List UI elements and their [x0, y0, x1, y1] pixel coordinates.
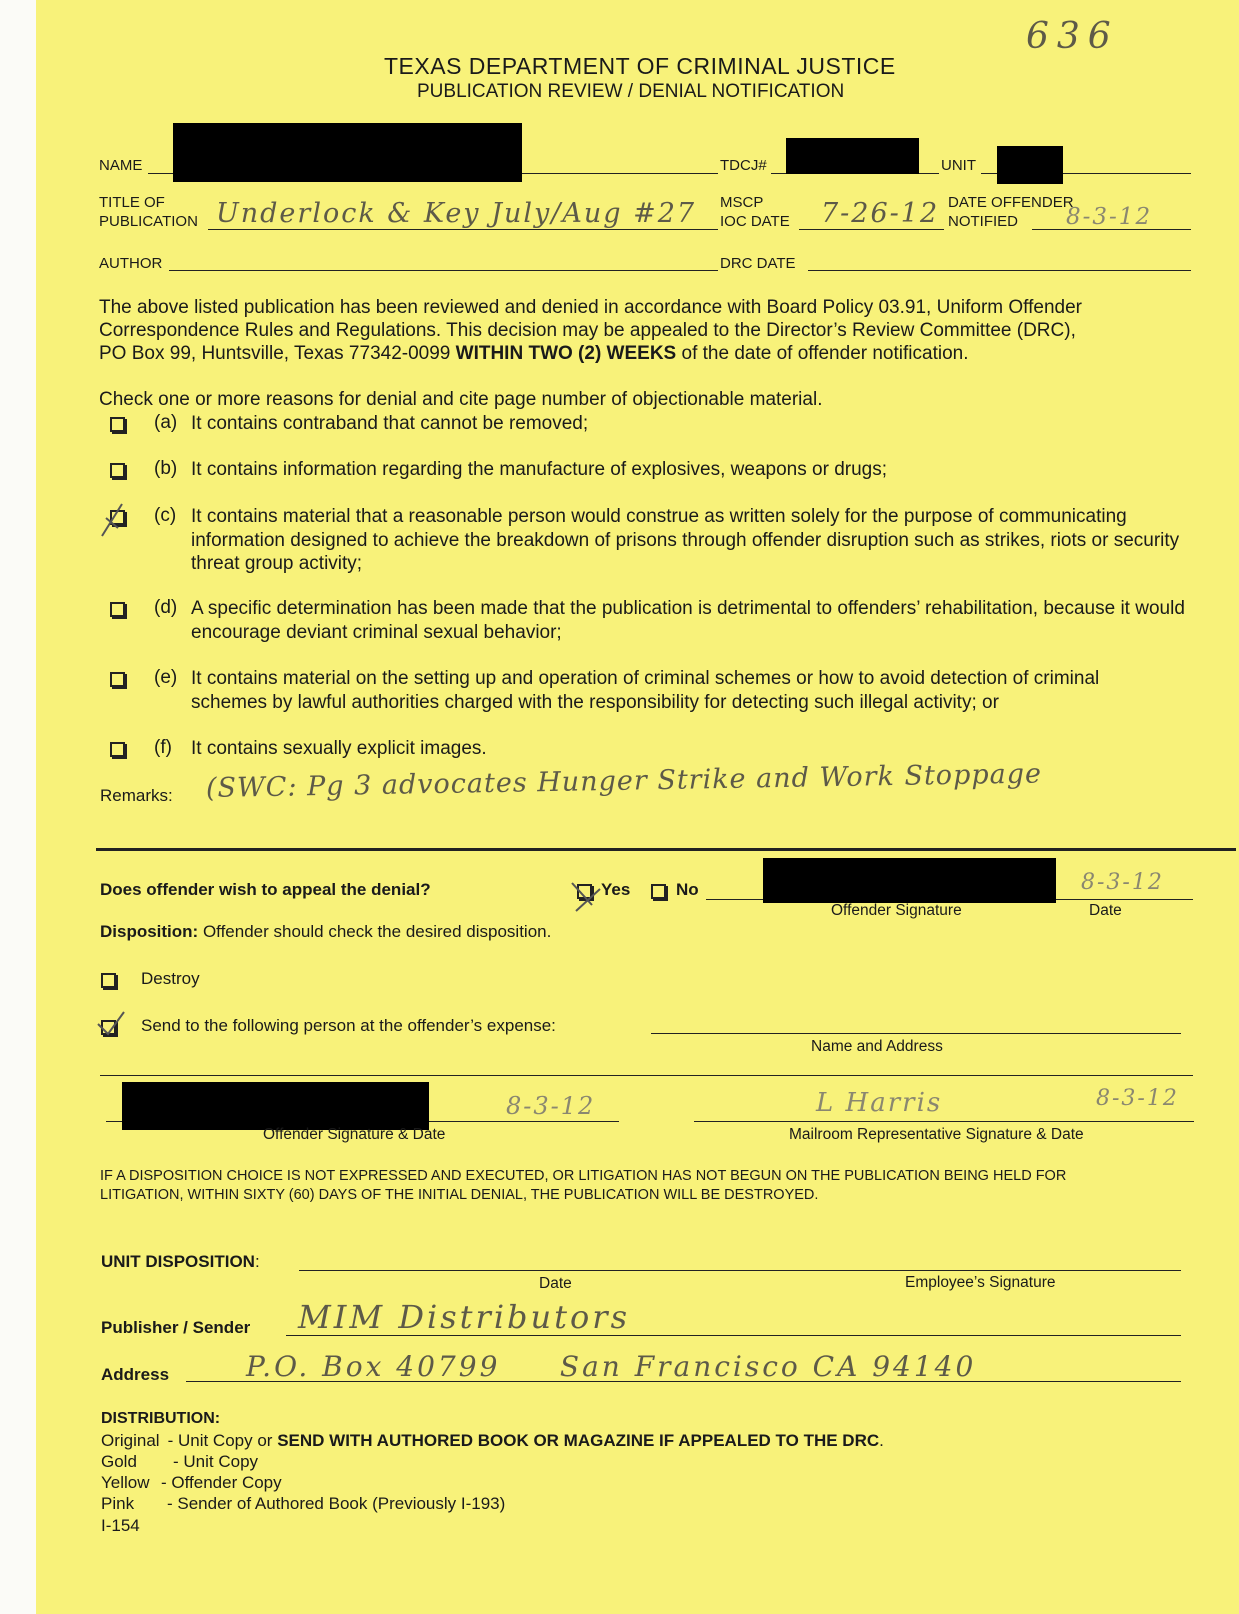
appeal-date-caption: Date — [1089, 902, 1122, 919]
reasons-instruction: Check one or more reasons for denial and cite page number of objectionable material. — [99, 389, 823, 410]
unit-label: UNIT — [941, 157, 976, 174]
offender-signature-redaction — [763, 858, 1056, 903]
reason-c-check-mark — [98, 500, 128, 540]
form-title: TEXAS DEPARTMENT OF CRIMINAL JUSTICE — [384, 53, 896, 79]
distribution-yellow — [101, 1473, 282, 1493]
unit-disposition-label — [101, 1252, 260, 1272]
publisher-value: MIM Distributors — [298, 1298, 630, 1336]
author-label: AUTHOR — [99, 255, 163, 272]
appeal-no-checkbox[interactable] — [651, 884, 666, 899]
intro-line-1: The above listed publication has been reviewed and denied in accordance with Board Policy 03.91, Uniform Offender — [99, 297, 1082, 318]
name-address-caption: Name and Address — [811, 1038, 943, 1055]
notified-label-line2: NOTIFIED — [948, 213, 1018, 230]
notice-line-1: IF A DISPOSITION CHOICE IS NOT EXPRESSED AND EXECUTED, OR LITIGATION HAS NOT BEGUN ON THE PUBLICATION BEING HELD FOR — [100, 1168, 1067, 1184]
appeal-deadline: WITHIN TWO (2) WEEKS — [455, 343, 677, 364]
intro-line-2: Correspondence Rules and Regulations. This decision may be appealed to the Director’s Review Committee (DRC), — [99, 320, 1076, 341]
offender-sig-date-caption: Offender Signature & Date — [263, 1126, 446, 1143]
mscp-label-line1: MSCP — [720, 194, 764, 211]
mailroom-signature-value: L Harris — [816, 1088, 943, 1118]
unit-disposition-title: UNIT DISPOSITION — [101, 1252, 255, 1271]
distribution-heading: DISTRIBUTION: — [101, 1410, 221, 1427]
notice-line-2: LITIGATION, WITHIN SIXTY (60) DAYS OF THE INITIAL DENIAL, THE PUBLICATION WILL BE DESTROYED. — [100, 1187, 819, 1203]
appeal-question: Does offender wish to appeal the denial? — [100, 880, 431, 899]
distribution-original — [101, 1431, 884, 1451]
reason-f-text: It contains sexually explicit images. — [191, 738, 487, 759]
destruction-notice — [100, 1167, 1066, 1205]
name-redaction — [173, 123, 522, 182]
mscp-line — [799, 229, 944, 230]
notified-date-value: 8-3-12 — [1066, 204, 1153, 230]
remarks-label: Remarks: — [100, 786, 173, 805]
disposition-instruction: Offender should check the desired disposition. — [198, 922, 552, 941]
disposition-label: Disposition: — [100, 922, 199, 941]
mscp-label — [720, 193, 790, 231]
mailroom-date-value: 8-3-12 — [1096, 1086, 1179, 1111]
handwritten-form-number: 636 — [1026, 16, 1119, 57]
offender-sig-redaction — [122, 1082, 429, 1130]
yellow-copy-text: - Offender Copy — [161, 1473, 282, 1492]
yellow-copy-label: Yellow — [101, 1473, 150, 1492]
gold-copy-text: - Unit Copy — [173, 1452, 259, 1471]
form-subtitle: PUBLICATION REVIEW / DENIAL NOTIFICATION — [417, 81, 845, 102]
reason-f-checkbox[interactable] — [110, 742, 125, 757]
intro-paragraph — [99, 296, 1209, 365]
reason-e-label: (e) — [154, 667, 178, 688]
title-label-line1: TITLE OF — [99, 194, 165, 211]
send-label: Send to the following person at the offender’s expense: — [141, 1016, 556, 1035]
mscp-date-value: 7-26-12 — [821, 198, 940, 229]
reason-c-label: (c) — [154, 505, 177, 526]
remarks-value: (SWC: Pg 3 advocates Hunger Strike and Work Stoppage — [205, 758, 1043, 804]
tdcj-redaction — [786, 138, 919, 174]
reason-b-label: (b) — [154, 458, 178, 479]
notified-label — [948, 193, 1074, 231]
unit-disposition-date-caption: Date — [539, 1275, 572, 1292]
intro-line-3-end: of the date of offender notification. — [676, 343, 969, 364]
title-line — [208, 229, 718, 230]
gold-copy-label: Gold — [101, 1452, 137, 1471]
reason-d-label: (d) — [154, 597, 178, 618]
destroy-label: Destroy — [141, 969, 200, 988]
mscp-label-line2: IOC DATE — [720, 213, 790, 230]
distribution-pink — [101, 1494, 505, 1514]
destroy-checkbox[interactable] — [101, 973, 116, 988]
publication-title-value: Underlock & Key July/Aug #27 — [216, 198, 697, 229]
address-value: P.O. Box 40799 San Francisco CA 94140 — [246, 1350, 977, 1383]
appeal-date-line — [1054, 899, 1193, 900]
name-label: NAME — [99, 157, 143, 174]
employee-signature-caption: Employee’s Signature — [905, 1274, 1056, 1291]
unit-disposition-colon: : — [254, 1252, 260, 1271]
denial-notification-form — [36, 0, 1239, 1614]
send-name-line — [651, 1033, 1181, 1034]
reason-e-text: It contains material on the setting up and operation of criminal schemes or how to avoid detection of criminal schemes by lawful authorities charged with the responsibility for detecting such illegal activity; or — [191, 668, 1100, 713]
address-label: Address — [101, 1365, 170, 1384]
unit-redaction — [997, 146, 1063, 184]
original-copy-instruction: SEND WITH AUTHORED BOOK OR MAGAZINE IF APPEALED TO THE DRC — [277, 1431, 880, 1450]
drc-date-line — [808, 270, 1191, 271]
appeal-date-value: 8-3-12 — [1081, 870, 1164, 895]
tdcj-label: TDCJ# — [720, 157, 767, 174]
remarks-divider — [96, 848, 1236, 851]
pink-copy-label: Pink — [101, 1494, 135, 1513]
reason-a-text: It contains contraband that cannot be removed; — [191, 413, 589, 434]
disposition-line — [100, 922, 551, 942]
reason-a-checkbox[interactable] — [110, 417, 125, 432]
author-line — [169, 270, 718, 271]
reason-d-checkbox[interactable] — [110, 602, 125, 617]
reason-b-text: It contains information regarding the manufacture of explosives, weapons or drugs; — [191, 459, 887, 480]
distribution-gold — [101, 1452, 258, 1472]
pink-copy-text: - Sender of Authored Book (Previously I-193) — [167, 1494, 506, 1513]
mailroom-caption: Mailroom Representative Signature & Date — [789, 1126, 1084, 1143]
unit-disposition-line — [299, 1270, 1181, 1271]
title-label — [99, 193, 198, 231]
reason-c-text: It contains material that a reasonable person would construe as written solely for the purpose of communicating information designed to achieve the breakdown of prisons through offender disruption such as strikes, riots or security threat group activity; — [191, 506, 1180, 574]
intro-line-3-start: PO Box 99, Huntsville, Texas 77342-0099 — [99, 343, 456, 364]
reason-f-label: (f) — [154, 737, 172, 758]
drc-date-label: DRC DATE — [720, 255, 796, 272]
publisher-label: Publisher / Sender — [101, 1318, 251, 1337]
form-number: I-154 — [101, 1516, 140, 1535]
mailroom-sig-line — [694, 1121, 1194, 1122]
send-check-mark — [94, 1008, 128, 1040]
scan-margin — [0, 0, 36, 1614]
send-address-line — [100, 1075, 1193, 1076]
appeal-no-label: No — [676, 880, 699, 899]
appeal-yes-label: Yes — [601, 880, 631, 899]
intro-line-3 — [99, 342, 1209, 365]
original-copy-label: Original — [101, 1431, 160, 1450]
title-label-line2: PUBLICATION — [99, 213, 198, 230]
offender-sig-date-value: 8-3-12 — [506, 1092, 596, 1120]
offender-signature-caption: Offender Signature — [831, 902, 962, 919]
reason-a-label: (a) — [154, 412, 178, 433]
reason-d-text: A specific determination has been made that the publication is detrimental to offenders’ rehabilitation, because it would encourage deviant criminal sexual behavior; — [191, 598, 1185, 643]
reason-e-checkbox[interactable] — [110, 672, 125, 687]
original-copy-text: - Unit Copy or — [167, 1431, 278, 1450]
original-copy-period: . — [879, 1431, 884, 1450]
notified-label-line1: DATE OFFENDER — [948, 194, 1074, 211]
reason-b-checkbox[interactable] — [110, 463, 125, 478]
